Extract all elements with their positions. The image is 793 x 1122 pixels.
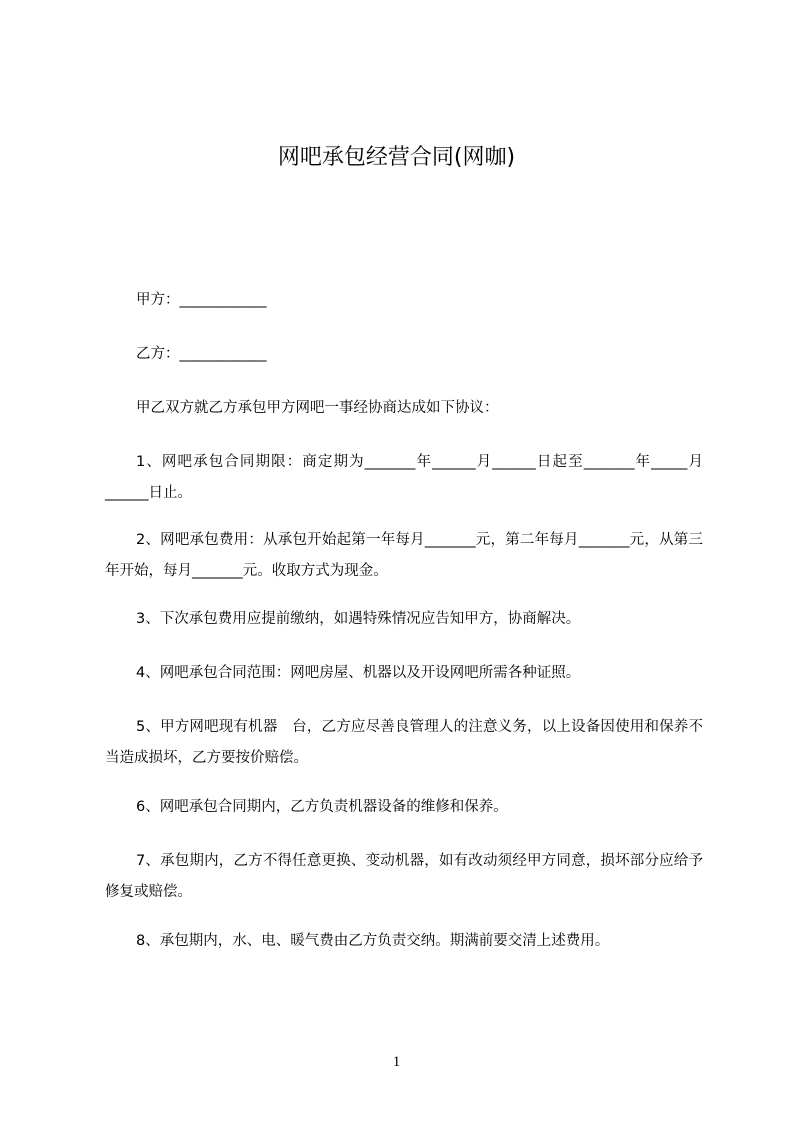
party-b-line: 乙方：____________ xyxy=(136,346,267,362)
clause-8: 8、承包期内，水、电、暖气费由乙方负责交纳。期满前要交清上述费用。 xyxy=(136,933,610,949)
clause-1: 1、网吧承包合同期限：商定期为_______年______月______日起至_______年_____月______日止。 xyxy=(105,454,703,501)
clause-2: 2、网吧承包费用：从承包开始起第一年每月_______元，第二年每月_______元，从第三年开始，每月_______元。收取方式为现金。 xyxy=(105,532,703,579)
party-a-line: 甲方：____________ xyxy=(136,292,267,308)
clause-7: 7、承包期内，乙方不得任意更换、变动机器，如有改动须经甲方同意，损坏部分应给予修复或赔偿。 xyxy=(105,853,703,900)
clause-5: 5、甲方网吧现有机器 台，乙方应尽善良管理人的注意义务，以上设备因使用和保养不当造成损坏，乙方要按价赔偿。 xyxy=(105,719,703,766)
page-number: 1 xyxy=(392,1054,401,1070)
clause-3: 3、下次承包费用应提前缴纳，如遇特殊情况应告知甲方，协商解决。 xyxy=(136,611,581,627)
document-title: 网吧承包经营合同(网咖) xyxy=(277,145,516,170)
clause-6: 6、网吧承包合同期内，乙方负责机器设备的维修和保养。 xyxy=(136,799,508,815)
intro-paragraph: 甲乙双方就乙方承包甲方网吧一事经协商达成如下协议： xyxy=(136,400,499,416)
clause-4: 4、网吧承包合同范围：网吧房屋、机器以及开设网吧所需各种证照。 xyxy=(136,665,581,681)
